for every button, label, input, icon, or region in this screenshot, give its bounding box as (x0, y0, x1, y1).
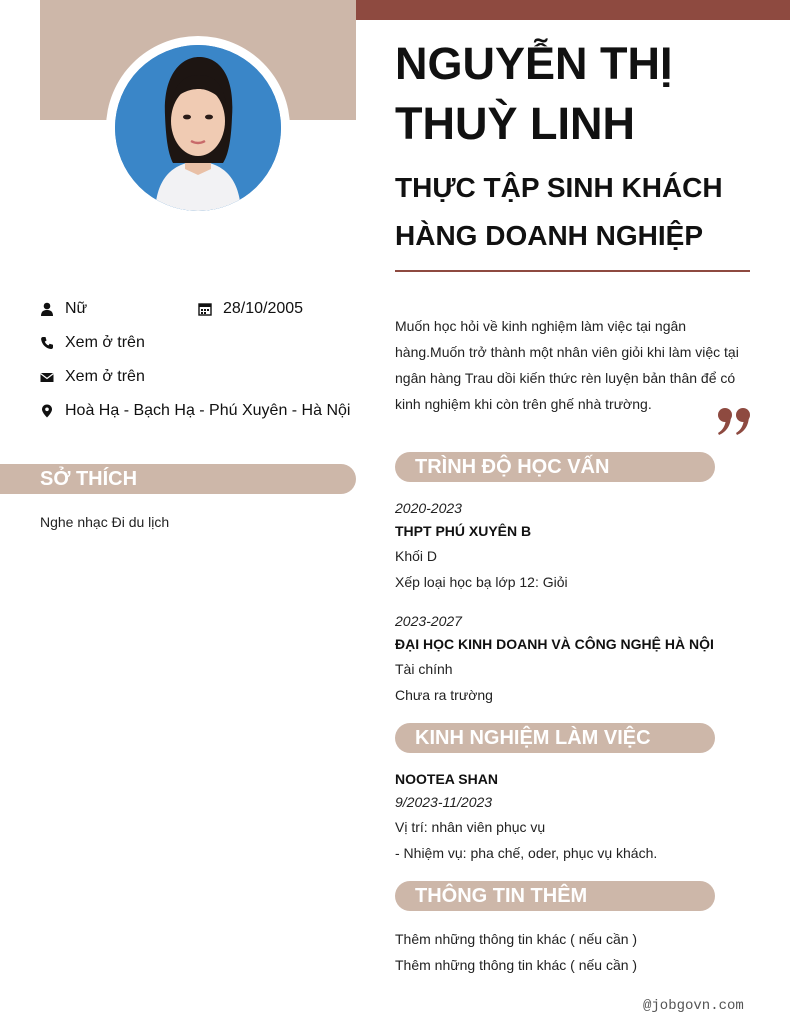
title-divider (395, 270, 750, 272)
email-row (40, 365, 145, 389)
edu-detail: Khối D (395, 548, 438, 564)
job-title: THỰC TẬP SINH KHÁCH HÀNG DOANH NGHIỆP (395, 172, 723, 251)
email-value: Xem ở trên (65, 368, 145, 385)
header-accent-bar (356, 0, 790, 20)
edu-period: 2020-2023 (395, 500, 462, 516)
user-icon (40, 302, 54, 316)
edu-school: THPT PHÚ XUYÊN B (395, 523, 532, 539)
experience-period: 9/2023-11/2023 (395, 794, 493, 810)
hobbies-text: Nghe nhạc Đi du lịch (40, 514, 170, 530)
phone-icon (40, 336, 54, 350)
edu-result: Chưa ra trường (395, 687, 493, 703)
watermark-footer: @jobgovn.com (643, 998, 744, 1014)
experience-company: NOOTEA SHAN (395, 771, 498, 787)
experience-position: Vị trí: nhân viên phục vụ (395, 819, 546, 835)
avatar (115, 45, 281, 211)
calendar-icon (198, 302, 212, 316)
edu-period: 2023-2027 (395, 613, 462, 629)
additional-info-section-header: THÔNG TIN THÊM (395, 881, 715, 911)
additional-info-line: Thêm những thông tin khác ( nếu cần ) (395, 931, 638, 947)
gender-value: Nữ (65, 300, 88, 317)
edu-school: ĐẠI HỌC KINH DOANH VÀ CÔNG NGHỆ HÀ NỘI (395, 636, 714, 652)
phone-value: Xem ở trên (65, 334, 145, 351)
quote-icon (716, 404, 752, 438)
education-section-header: TRÌNH ĐỘ HỌC VẤN (395, 452, 715, 482)
gender-row (40, 297, 87, 321)
phone-row (40, 331, 145, 355)
birthdate-value: 28/10/2005 (223, 300, 304, 317)
career-objective: Muốn học hỏi về kinh nghiệm làm việc tại ngân hàng.Muốn trở thành một nhân viên giỏi khi làm việc tại ngân hàng Trau dồi kiến thức rèn luyện bản thân để có kinh nghiệm khi còn trên ghế nhà trường. (395, 318, 739, 412)
address-value: Hoà Hạ - Bạch Hạ - Phú Xuyên - Hà Nội (65, 402, 351, 419)
experience-section-header: KINH NGHIỆM LÀM VIỆC (395, 723, 715, 753)
experience-duties: - Nhiệm vụ: pha chế, oder, phục vụ khách. (395, 845, 658, 861)
email-icon (40, 370, 54, 384)
additional-info-line: Thêm những thông tin khác ( nếu cần ) (395, 957, 638, 973)
birthdate-row (198, 297, 303, 321)
portrait-photo (115, 45, 281, 211)
address-row (40, 399, 350, 423)
edu-result: Xếp loại học bạ lớp 12: Giỏi (395, 574, 568, 590)
edu-detail: Tài chính (395, 661, 453, 677)
location-pin-icon (40, 404, 54, 418)
hobbies-section-header: SỞ THÍCH (0, 464, 356, 494)
candidate-name: NGUYỄN THỊ THUỲ LINH (395, 38, 673, 149)
